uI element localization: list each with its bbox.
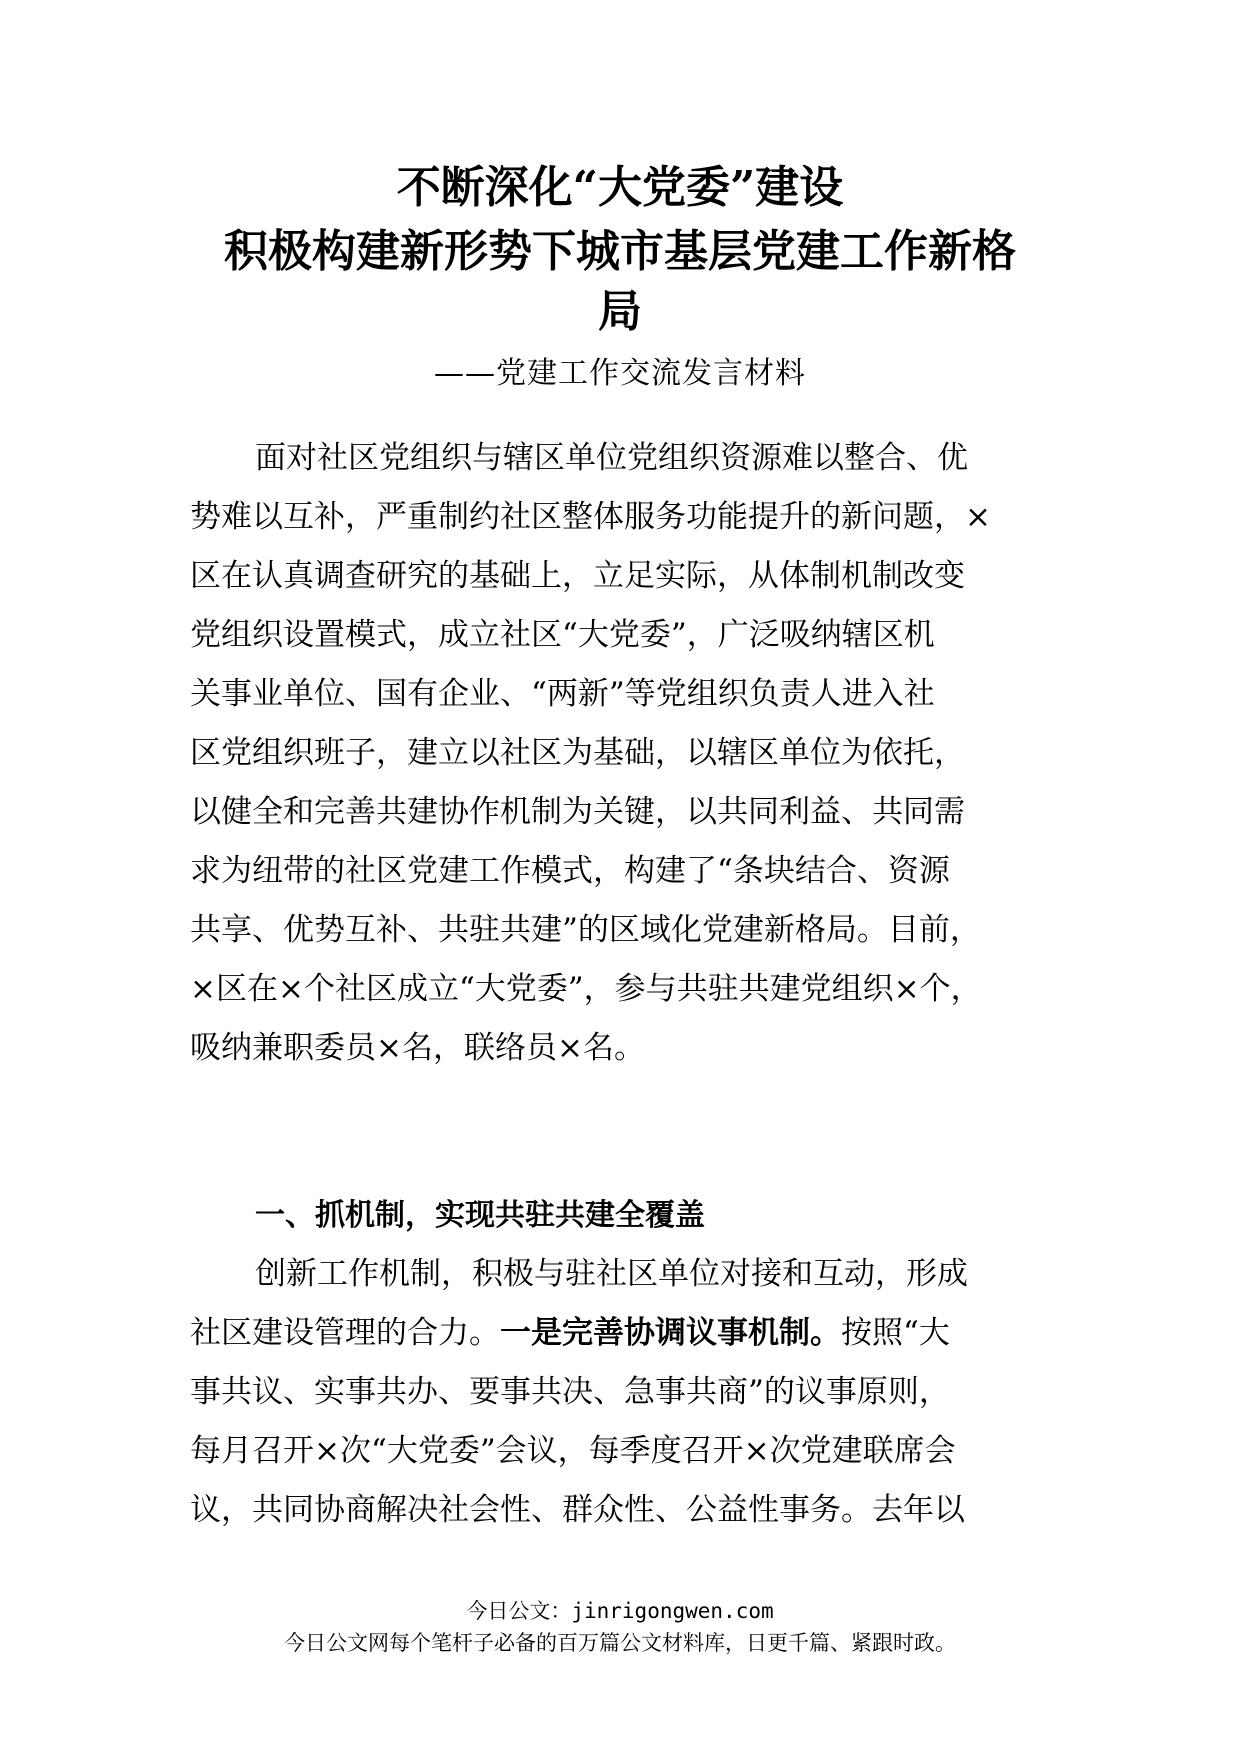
paragraph-line: 面对社区党组织与辖区单位党组织资源难以整合、优 <box>255 440 968 476</box>
footer-site <box>0 1596 1240 1626</box>
text-run: 社区建设管理的合力。 <box>190 1315 500 1351</box>
paragraph-line: 党组织设置模式，成立社区“大党委”，广泛吸纳辖区机 <box>190 617 935 653</box>
bold-text-run: 一是完善协调议事机制。 <box>500 1315 841 1351</box>
title-line-2: 积极构建新形势下城市基层党建工作新格 <box>224 226 1016 277</box>
paragraph-line: 创新工作机制，积极与驻社区单位对接和互动，形成 <box>255 1256 968 1292</box>
footer-site-link[interactable]: jinrigongwen.com <box>571 1599 774 1623</box>
paragraph-line <box>190 1311 1070 1355</box>
title-line-1: 不断深化“大党委”建设 <box>396 162 844 213</box>
footer-site-label: 今日公文： <box>466 1599 572 1623</box>
paragraph-line: 共享、优势互补、共驻共建”的区域化党建新格局。目前， <box>190 912 981 948</box>
paragraph-line: 事共议、实事共办、要事共决、急事共商”的议事原则， <box>190 1374 950 1410</box>
footer-tagline: 今日公文网每个笔杆子必备的百万篇公文材料库，日更千篇、紧跟时政。 <box>284 1631 956 1655</box>
paragraph-line: 吸纳兼职委员×名，联络员×名。 <box>190 1030 645 1066</box>
section-heading: 一、抓机制，实现共驻共建全覆盖 <box>255 1198 705 1233</box>
paragraph-line: 区在认真调查研究的基础上，立足实际，从体制机制改变 <box>190 558 965 594</box>
paragraph-line: ×区在×个社区成立“大党委”，参与共驻共建党组织×个， <box>190 971 982 1007</box>
title-line-3: 局 <box>598 286 642 337</box>
paragraph-line: 区党组织班子，建立以社区为基础，以辖区单位为依托， <box>190 735 965 771</box>
paragraph-line: 势难以互补，严重制约社区整体服务功能提升的新问题，× <box>190 499 991 535</box>
paragraph-line: 每月召开×次“大党委”会议，每季度召开×次党建联席会 <box>190 1433 956 1469</box>
paragraph-line: 以健全和完善共建协作机制为关键，以共同利益、共同需 <box>190 794 965 830</box>
paragraph-line: 议，共同协商解决社会性、群众性、公益性事务。去年以 <box>190 1492 965 1528</box>
paragraph-line: 求为纽带的社区党建工作模式，构建了“条块结合、资源 <box>190 853 950 889</box>
subtitle: ——党建工作交流发言材料 <box>434 356 806 391</box>
text-run: 按照“大 <box>841 1315 950 1351</box>
paragraph-line: 关事业单位、国有企业、“两新”等党组织负责人进入社 <box>190 676 935 712</box>
